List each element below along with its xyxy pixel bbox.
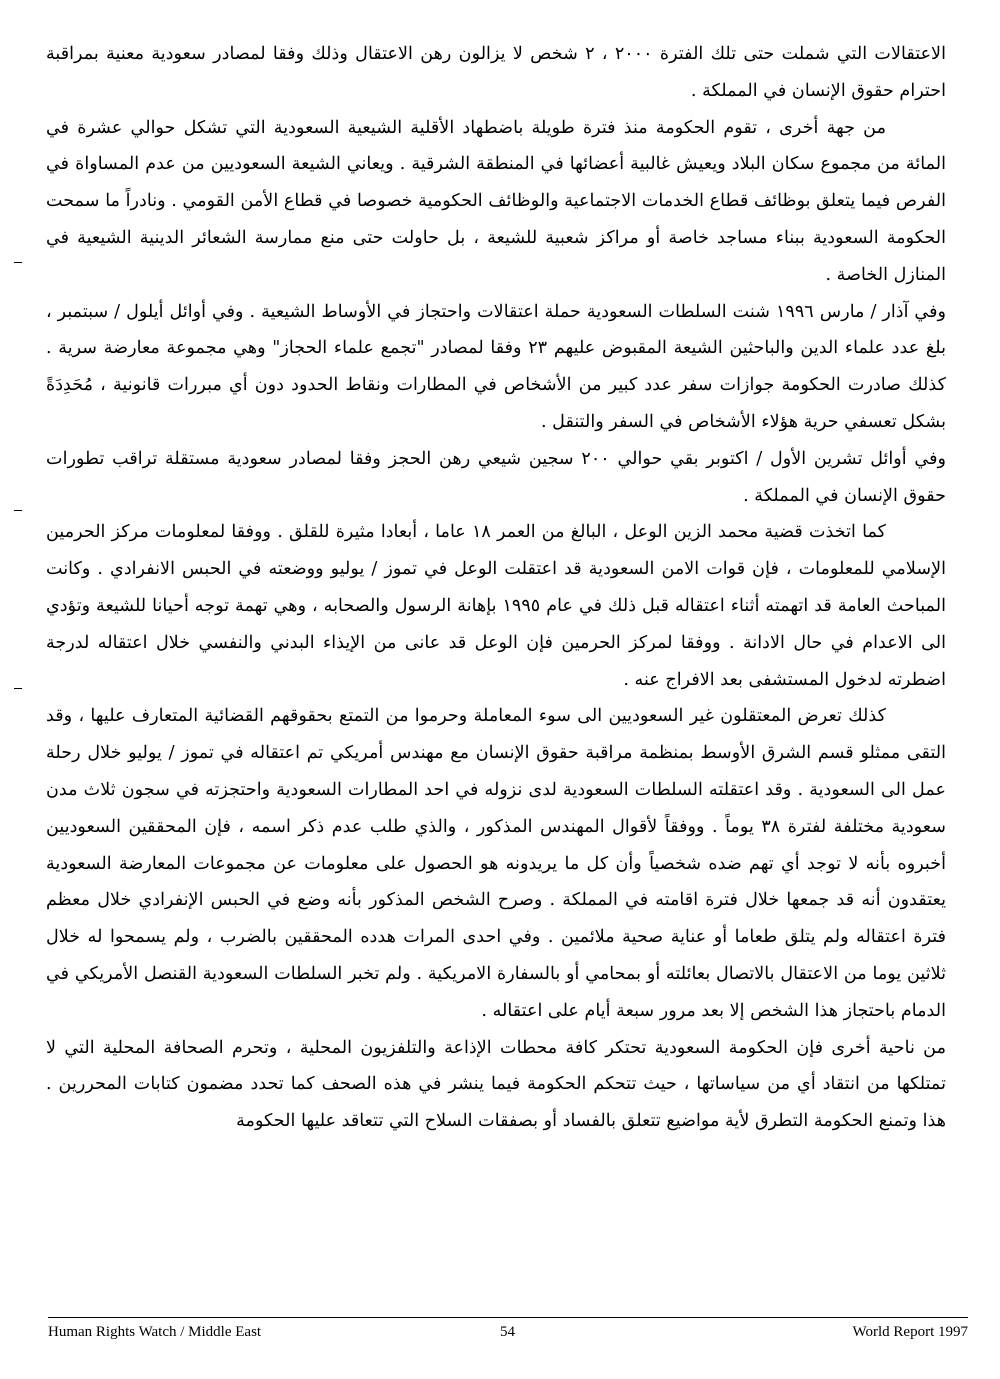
paragraph-october-detainees: وفي أوائل تشرين الأول / اكتوبر بقي حوالي ٢٠٠ سجين شيعي رهن الحجز وفقا لمصادر سعودية مستقلة تراقب تطورات حقوق الإنسان في المملكة . [46,448,946,506]
paragraph-arrests-1996: وفي آذار / مارس ١٩٩٦ شنت السلطات السعودية حملة اعتقالات واحتجاز في الأوساط الشيعية . وفي أوائل أيلول / سبتمبر ، بلغ عدد علماء الدين والباحثين الشيعة المقبوض عليهم ٢٣ وفقا لمصادر "تجمع علماء الحجاز" وهي مجموعة معارضة سرية . كذلك صادرت الحكومة جوازات سفر عدد كبير من الأشخاص في المطارات ونقاط الحدود دون أي مبررات قانونية ، مُحَدِدَةً بشكل تعسفي حرية هؤلاء الأشخاص في السفر والتنقل . [46,301,946,432]
paragraph-shia-minority: من جهة أخرى ، تقوم الحكومة منذ فترة طويلة باضطهاد الأقلية الشيعية السعودية التي تشكل حوالي عشرة في المائة من مجموع سكان البلاد ويعيش غالبية أعضائها في المنطقة الشرقية . ويعاني الشيعة السعوديين من عدم المساواة في الفرص فيما يتعلق بوظائف قطاع الخدمات الاجتماعية والوظائف الحكومية خصوصا في قطاع الأمن القومي . ونادراً ما سمحت الحكومة السعودية ببناء مساجد خاصة أو مراكز شعبية للشيعة ، بل حاولت حتى منع ممارسة الشعائر الدينية الشيعية في المنازل الخاصة . [46,117,946,285]
footer-publisher: Human Rights Watch / Middle East [48,1324,262,1340]
margin-mark [14,262,22,263]
page-number: 54 [500,1324,515,1340]
paragraph-continuation: الاعتقالات التي شملت حتى تلك الفترة ٢٠٠٠ ، ٢ شخص لا يزالون رهن الاعتقال وذلك وفقا لمصادر سعودية معنية بمراقبة احترام حقوق الإنسان في المملكة . [46,44,946,101]
paragraph-non-saudi-detainees: كذلك تعرض المعتقلون غير السعوديين الى سوء المعاملة وحرموا من التمتع بحقوقهم القضائية المتعارف عليها ، وقد التقى ممثلو قسم الشرق الأوسط بمنظمة مراقبة حقوق الإنسان مع مهندس أمريكي تم اعتقاله في تموز / يوليو خلال رحلة عمل الى السعودية . وقد اعتقلته السلطات السعودية لدى نزوله في احد المطارات السعودية واحتجزته في سجون ثلاث مدن سعودية مختلفة لفترة ٣٨ يوماً . ووفقاً لأقوال المهندس المذكور ، والذي طلب عدم ذكر اسمه ، فإن المحققين السعوديين أخبروه بأنه لا توجد أي تهم ضده شخصياً وأن كل ما يريدونه هو الحصول على معلومات عن مجموعات المعارضة السعودية يعتقدون أنه قد جمعها خلال فترة اقامته في المملكة . وصرح الشخص المذكور بأنه وضع في الحبس الإنفرادي خلال معظم فترة اعتقاله ولم يتلق طعاما أو عناية صحية ملائمين . وفي احدى المرات هدده المحققين بالضرب ، ولم يسمحوا له خلال ثلاثين يوما من الاعتقال بالاتصال بعائلته أو بمحامي أو بالسفارة الامريكية . ولم تخبر السلطات السعودية القنصل الأمريكي في الدمام باحتجاز هذا الشخص إلا بعد مرور سبعة أيام على اعتقاله . [46,706,946,1021]
margin-mark [14,688,22,689]
footer-divider [48,1317,968,1318]
document-body [46,36,946,1140]
paragraph-al-wael-case: كما اتخذت قضية محمد الزين الوعل ، البالغ من العمر ١٨ عاما ، أبعادا مثيرة للقلق . ووفقا لمعلومات مركز الحرمين الإسلامي للمعلومات ، فإن قوات الامن السعودية قد اعتقلت الوعل في تموز / يوليو ووضعته في الحبس الانفرادي . وكانت المباحث العامة قد اتهمته أثناء اعتقاله قبل ذلك في عام ١٩٩٥ بإهانة الرسول والصحابه ، وهي تهمة توجه أحيانا للشيعة وتؤدي الى الاعدام في حال الادانة . ووفقا لمركز الحرمين فإن الوعل قد عانى من الإيذاء البدني والنفسي خلال اعتقاله لدرجة اضطرته لدخول المستشفى بعد الافراج عنه . [46,522,946,690]
margin-mark [14,510,22,511]
footer-report-title: World Report 1997 [852,1324,968,1340]
paragraph-media-control: من ناحية أخرى فإن الحكومة السعودية تحتكر كافة محطات الإذاعة والتلفزيون المحلية ، وتحرم الصحافة المحلية التي لا تمتلكها من انتقاد أي من سياساتها ، حيث تتحكم الحكومة فيما ينشر في هذه الصحف كما تحدد مضمون كتابات المحررين . هذا وتمنع الحكومة التطرق لأية مواضيع تتعلق بالفساد أو بصفقات السلاح التي تتعاقد عليها الحكومة [46,1037,946,1132]
page-footer [48,1321,968,1343]
